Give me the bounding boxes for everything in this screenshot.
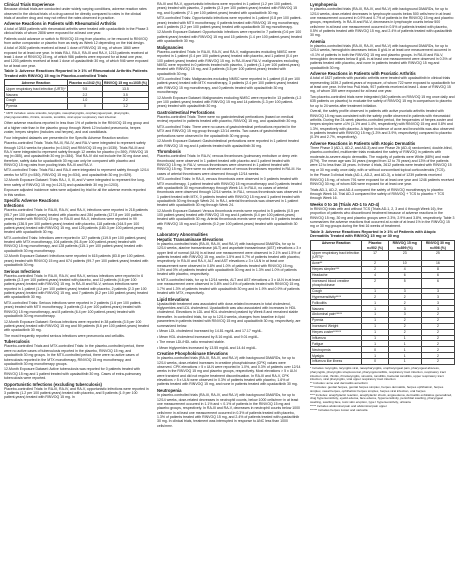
table-cell: 1: [388, 335, 421, 341]
table-cell: 1: [362, 312, 388, 318]
table-cell: 2.2: [67, 92, 102, 98]
table-cell: 1: [362, 335, 388, 341]
column-1: [4, 2, 149, 575]
paragraph: 12-Month Exposure Dataset: Venous thrombosis events were reported in 5 patients (0.5 per 100 patient-years) treated with RINVOQ 15 mg and 4 patients (0.4 per 100 patient-years) treated with upadacitinib 30 mg. Arterial thrombosis events were reported in 0 patients treated with RINVOQ 15 mg and 2 patients (0.2 per 100 patient-years) treated with upadacitinib 30 mg.: [157, 208, 302, 231]
table-cell: 1: [388, 347, 421, 353]
heading: Hepatic Transaminase Elevations: [157, 236, 224, 242]
table-cell: 1: [388, 341, 421, 347]
paragraph: In placebo-controlled trials (RA-III, RA-IV, and RA-V) with background DMARDs, for up to 12/14 weeks, dose-related decreases in neutrophil counts, below 1000 cells/mm³ in at least one measurement occurred in 1.1% and < 0.1% of patients in the RINVOQ 15 mg and placebo groups, respectively. In RA-III and RA-V, decreases in neutrophil counts below 1000 cells/mm³ in at least one measurement occurred in 0.3% of patients treated with placebo, 1.3% of patients treated with RINVOQ 15 mg, and 2.4% of patients treated with upadacitinib 30 mg. In clinical trials, treatment was interrupted in response to ANC less than 1000 cells/mm³.: [157, 393, 300, 428]
paragraph: MTX-controlled Trials: Malignancies excluding NMSC were reported in 1 patient (0.8 per 100 patient-years) treated with MTX monotherapy, 3 patients (2.4 per 100 patient-years) treated with RINVOQ 15 mg monotherapy, and 0 patients treated with upadacitinib 30 mg monotherapy.: [157, 77, 300, 95]
table-cell: Influenza: [311, 335, 362, 341]
column-3: [310, 2, 455, 575]
table-cell: 1: [362, 300, 388, 306]
table-header: RINVOQ 15 mg n=1035 (%): [104, 80, 147, 85]
paragraph: Placebo-controlled Trials: Trials RA-III, RA-IV, and RA-V were integrated to represent safety through 12/14 weeks for placebo (n=1042) and RINVOQ 15 mg (n=1035). Trials RA-III and RA-V were integrated to represent safety through 12 weeks for placebo (n=390), RINVOQ 15 mg (n=385), and upadacitinib 30 mg (n=384). Trial RA-IV did not include the 30 mg dose and, therefore, safety data for upadacitinib 30 mg can only be compared with placebo and RINVOQ 15 mg rates from pooling trials RA-III and RA-V.: [4, 141, 149, 167]
paragraph: MTX-controlled Trials: There were no cases of gastrointestinal perforations reported in the MTX and RINVOQ 15 mg group through 12/14 weeks. Two cases of gastrointestinal perforations were observed in the upadacitinib 30 mg group.: [157, 124, 297, 138]
table-cell: Acne**: [311, 260, 362, 266]
heading: Creatine Phosphokinase Elevations: [157, 351, 228, 357]
table-cell: Upper respiratory tract infection (URTI)*: [311, 250, 362, 260]
paragraph: 12-Month Exposure Dataset: Active tuberculosis was reported for 0 patients treated with RINVOQ 15 mg and 1 patient treated with upadacitinib 30 mg. Cases of extra-pulmonary tuberculosis were reported.: [4, 367, 142, 381]
paragraph: Four integrated datasets are presented in the Specific Adverse Reaction section:: [4, 135, 129, 140]
paragraph: In MTX-controlled trials, for up to 12/14 weeks, ALT and AST elevations ≥ 3 x ULN in at least one measurement were observed in 0.8% and 0.4% of patients treated with RINVOQ 15 mg, 1.7% and 1.3% of patients treated with upadacitinib 30 mg and in 1.9% and 0.9% of patients treated with MTX, respectively.: [157, 278, 301, 296]
table-cell: 2: [421, 329, 454, 335]
paragraph: Placebo-controlled Trials: In RA-IV, venous thromboses (pulmonary embolism or deep vein thrombosis) were observed in 1 patient treated with placebo and 1 patient treated with RINVOQ 15 mg. In RA-V, venous thromboses were observed in 1 patient treated with RINVOQ 15 mg. There were no observed cases of venous thromboses reported in RA-III. No cases of arterial thromboses were observed through 12/14 weeks.: [157, 154, 301, 176]
paragraph: Placebo-controlled Trials: There were no gastrointestinal perforations (based on medical review) reported in patients treated with placebo, RINVOQ 15 mg, and upadacitinib 30 mg.: [157, 115, 298, 124]
heading: Clinical Trials Experience: [4, 2, 55, 7]
table-cell: Pyrexia: [311, 317, 362, 323]
column-2: [157, 2, 302, 575]
table-3-body: [311, 250, 455, 364]
table-cell: Influenza like illness: [311, 359, 362, 365]
table-1-caption: Table 1: Adverse Reactions Reported in ≥ 1% of Rheumatoid Arthritis Patients Treated with RINVOQ 15 mg in Placebo-controlled Trials: [4, 68, 148, 78]
paragraph: Placebo-controlled Trials: In RA-III, RA-IV, and RA-V, malignancies excluding NMSC were reported in 1 patient (0.4 per 100 patient-years) treated with placebo, and 1 patient (0.4 per 100 patient-years) treated with RINVOQ 15 mg. In RA-III and RA-V, malignancies excluding NMSC were reported in 0 patients treated with placebo, 1 patient (1.1 per 100 patient-years) treated with RINVOQ 15 mg, and 3 patients (3.5 per 100 patient-years) treated with upadacitinib 30 mg.: [157, 49, 300, 76]
table-header: Placebo n=1042 (%): [69, 80, 101, 85]
paragraph: Placebo-controlled Trials: In RA-III, RA-IV, and RA-V, infections were reported in 218 patients (95.7 per 100 patient-years) treated with placebo and 284 patients (127.8 per 100 patient-years) treated with RINVOQ 15 mg. In RA-III and RA-V, infections were reported in 99 patients (136.5 per 100 patient-years) treated with placebo, 118 patients (164.5 per 100 patient-years) treated with RINVOQ 15 mg, and 126 patients (180.3 per 100 patient-years) treated with upadacitinib 30 mg.: [4, 208, 148, 235]
table-cell: 13.5: [102, 86, 148, 92]
heading: Anemia: [310, 38, 326, 44]
table-cell: Cough: [311, 288, 362, 294]
table-cell: Nausea: [311, 306, 362, 312]
table-cell: 3: [388, 312, 421, 318]
table-row: [5, 103, 149, 109]
paragraph: Upadacitinib treatment was associated with dose-related increases in total cholesterol, triglycerides and LDL cholesterol. Upadacitinib was also associated with increases in HDL cholesterol. Elevations in LDL and HDL cholesterol peaked by Week 8 and remained stable thereafter. In controlled trials, for up to 12/14 weeks, changes from baseline in lipid parameters in patients treated with RINVOQ 15 mg and upadacitinib 30 mg, respectively, are summarized below:: [157, 301, 301, 328]
paragraph: MTX-controlled Trials: In RA-II, venous thrombosis were observed in 0 patients treated with MTX monotherapy, 1 patient treated with RINVOQ 15 mg monotherapy and 0 patients treated with upadacitinib 30 mg monotherapy through Week 14. In RA-II, no cases of arterial thrombosis were observed through 12/14 weeks. In RA-I, venous thrombosis was observed in 1 patient treated with MTX, 0 patients treated with RINVOQ 15 mg and 1 patient treated with upadacitinib 30 mg through Week 24. In RA-I, arterial thrombosis was observed in 1 patient treated with upadacitinib 30 mg through Week 24.: [157, 177, 302, 208]
table-cell: Hypersensitivity****: [311, 294, 362, 300]
table-header: Adverse Reaction: [311, 241, 362, 251]
paragraph: Placebo-controlled Trials: In RA-III, RA-IV, and RA-V, opportunistic infections were reported in 3 patients (1.2 per 100 patient-years) treated with placebo, and 5 patients (1.9 per 100 patient-years) treated with RINVOQ 15 mg. In: [4, 386, 149, 400]
table-cell: Herpes zoster******: [311, 329, 362, 335]
heading: Tuberculosis: [4, 339, 30, 345]
table-cell: 1.0: [67, 98, 102, 104]
table-cell: Increased blood creatine phosphokinase: [311, 278, 362, 288]
table-cell: 6: [421, 272, 454, 278]
heading: Lymphopenia: [310, 2, 338, 7]
paragraph: In placebo-controlled trials (RA-III, RA-IV, and RA-V) with background DMARDs, for up to 12/14 weeks, hemoglobin decreases below 8 g/dL in at least one measurement occurred in <0.1% of patients in both the RINVOQ 15 mg and placebo groups. In RA-III and RA-V, hemoglobin decreases below 8 g/dL in at least one measurement were observed in 0.3% of patients treated with placebo, and none in patients treated with RINVOQ 15 mg and upadacitinib 30 mg.: [310, 44, 452, 70]
table-cell: Upper respiratory tract infection (URTI)*: [6, 86, 66, 91]
paragraph: A total of 2630 patients received at least 1 dose of RINVOQ 15 mg, of whom 1860 were exposed for at least one year. In trials RA-I, RA-II, RA-III and RA-V, 1213 patients received at least 1 dose of RINVOQ 15 mg, of which 986 patients were exposed for at least one year, and 1203 patients received at least 1 dose of upadacitinib 30 mg, of which 946 were exposed for at least one year.: [4, 46, 149, 68]
table-row: [311, 278, 455, 288]
paragraph: Placebo-controlled Trials: In RA-III, RA-IV, and RA-V, serious infections were reported in 6 patients (2.3 per 100 patient-years) treated with placebo, and 12 patients (4.6 per 100 patient-years) treated with RINVOQ 15 mg. In RA-III and RA-V, serious infections were reported in 1 patient (1.2 per 100 patient-years) treated with placebo, 2 patients (2.3 per 100 patient-years) treated with RINVOQ 15 mg, and 7 patients (8.2 per 100 patient-years) treated with upadacitinib 30 mg.: [4, 273, 148, 300]
table-cell: 4: [388, 266, 421, 272]
table-header: RINVOQ 15 mg n=899 (%): [388, 241, 421, 251]
paragraph: Two placebo-controlled trials were integrated (640 patients on RINVOQ 15 mg once daily and 635 patients on placebo) to evaluate the safety of RINVOQ 15 mg in comparison to placebo for up to 24 weeks after treatment initiation.: [310, 95, 455, 108]
paragraph: Trials AD-1, AD-2, and AD-4 compared the safety of RINVOQ monotherapy to placebo through Week 16. Trial AD-3 compared the safety of RINVOQ + TCS to placebo + TCS through Week 16.: [310, 187, 445, 201]
table-cell: Nausea: [5, 92, 68, 98]
table-cell: 10: [388, 260, 421, 266]
paragraph: A total of 3853 patients with rheumatoid arthritis were treated with upadacitinib in the Phase 3 clinical trials of whom 2806 were exposed for at least one year.: [4, 26, 149, 35]
table-cell: Cough: [5, 98, 68, 104]
heading: Adverse Reactions in Patients with Rheumatoid Arthritis: [4, 21, 117, 27]
paragraph: A total of 1827 patients with psoriatic arthritis were treated with upadacitinib in clinical trials representing 1639.2 patient-years of exposure, of whom 722 were exposed to upadacitinib for at least one year. In the two PsA trials, 907 patients received at least 1 dose of RINVOQ 15 mg, of whom 359 were exposed for at least one year.: [310, 76, 455, 94]
table-cell: 1: [362, 306, 388, 312]
table-cell: 1: [362, 353, 388, 359]
table-cell: 2.2: [102, 98, 148, 104]
paragraph: MTX-controlled Trials: Opportunistic infections were reported in 1 patient (0.8 per 100 patient-years) treated with MTX monotherapy, 0 patients treated with RINVOQ 15 mg monotherapy, and 4 patients (3.2 per 100 patient-years) treated with upadacitinib 30 mg monotherapy.: [157, 16, 302, 29]
paragraph: Three Phase 3 (AD-1, AD-2, and AD-3) and one Phase 2b (AD-4) randomized, double-blind, placebo-controlled, multicenter trials evaluated the safety of RINVOQ in patients with moderate-to-severe atopic dermatitis. The majority of patients were White (68%) and male (57%). The mean age was 34 years (ranged from 12 to 75 years) and 13% of the patients were 12 to less than 18 years. In these 4 trials, 2612 patients were treated with RINVOQ 15 mg or 30 mg orally once daily, with or without concomitant topical corticosteroids (TCS).: [310, 146, 453, 172]
table-cell: 2: [388, 294, 421, 300]
paragraph: In placebo-controlled trials (RA-III, RA-IV, and RA-V) with background DMARDs, for up to 12/14 weeks, dose-related decreases in lymphocyte counts below 500 cells/mm³ in at least one measurement occurred in 0.9% and 0.7% of patients in the RINVOQ 15 mg and placebo groups, respectively. In RA-III and RA-V, decreases in lymphocyte counts below 500 cells/mm³ in at least one measurement occurred in 0.5% of patients treated with placebo, 0.5% of patients treated with RINVOQ 15 mg, and 2.4% of patients treated with upadacitinib 30 mg.: [310, 7, 454, 38]
table-cell: Abdominal pain*****: [311, 312, 362, 318]
table-cell: 2: [421, 323, 454, 329]
table-cell: 1: [362, 323, 388, 329]
paragraph: 12-Month Exposure Dataset: Trials RA-I, II, III, and V were integrated to represent the long-term safety of RINVOQ 15 mg (n=1213) and upadacitinib 30 mg (n=1203).: [4, 178, 146, 187]
table-footnote: * Includes: laryngitis, laryngitis viral, nasopharyngitis, oropharyngeal pain, pharyngeal abscess, pharyngitis, pharyngitis streptococcal, pharyngotonsillitis, respiratory tract infection, respiratory tract infection viral, rhinitis, rhinolaryngitis, sinusitis, tonsillitis, bacterial tonsillitis, upper respiratory tract infection, viral pharyngitis, viral upper respiratory tract infection ** Includes: acne and dermatitis acneiform *** Includes: genital herpes, genital herpes simplex, herpes dermatitis, herpes ophthalmic, herpes simplex, nasal herpes, ophthalmic herpes simplex, herpes viral infection, oral herpes **** Includes: anaphylactic reaction, anaphylactic shock, angioedema, dermatitis exfoliative generalized, drug hypersensitivity, eyelid edema, face edema, hypersensitivity, periorbital swelling, pharyngeal swelling, swelling face, toxic skin eruption, type I hypersensitivity, urticaria ***** Includes abdominal pain and abdominal pain upper ****** Includes herpes zoster and varicella: [310, 365, 453, 412]
paragraph: 12-Month Exposure Dataset: Serious infections were reported in 38 patients (3.5 per 100 patient-years) treated with RINVOQ 15 mg and 59 patients (5.6 per 100 patient-years) treated with upadacitinib 30 mg.: [4, 319, 149, 333]
table-cell: 2: [421, 341, 454, 347]
table-cell: 5: [388, 278, 421, 288]
table-cell: 3: [421, 306, 454, 312]
table-cell: 2: [388, 317, 421, 323]
paragraph: Other adverse reactions reported in less than 1% of patients in the RINVOQ 15 mg group and at a higher rate than in the placebo group through Week 12 included pneumonia, herpes zoster, herpes simplex (includes oral herpes), and oral candidiasis.: [4, 121, 149, 135]
heading: Adverse Reactions in Patients with Atopic Dermatitis: [310, 140, 416, 146]
table-cell: 9.5: [67, 86, 102, 92]
paragraph: Exposure adjusted incidence rates were adjusted by trial for all the adverse events reported in this section.: [4, 188, 146, 197]
table-3: [310, 240, 455, 365]
heading: Malignancies: [157, 44, 184, 50]
table-cell: 1: [362, 341, 388, 347]
paragraph: 12-Month Exposure Dataset: Gastrointestinal perforations were reported in 1 patient treated with RINVOQ 15 mg and 4 patients treated with upadacitinib 30 mg.: [157, 139, 299, 148]
table-header: RINVOQ 30 mg n=906 (%): [421, 241, 454, 251]
paragraph: In the Phase 3 clinical trials (AD-1, AD-2, and AD-3), a total of 1239 patients received RINVOQ 15 mg, of whom 791 were exposed for at least one year and 1246 patients received RINVOQ 30 mg, of whom 826 were exposed for at least one year.: [310, 173, 455, 186]
paragraph: The most frequently reported serious infections were pneumonia and cellulitis.: [4, 333, 125, 338]
table-cell: 2: [421, 317, 454, 323]
table-cell: 2: [421, 335, 454, 341]
table-cell: 2: [362, 294, 388, 300]
table-cell: Folliculitis: [311, 300, 362, 306]
paragraph: 12-Month Exposure Dataset: Malignancies excluding NMSC were reported in 13 patients (1.2 per 100 patient-years) treated with RINVOQ 15 mg and 14 patients (1.3 per 100 patient-years) treated with upadacitinib 30 mg.: [157, 95, 302, 109]
paragraph: In placebo-controlled trials (RA-III, RA-IV, and RA-V) with background DMARDs, for up to 12/14 weeks, dose-related increases in creatine phosphokinase (CPK) values were observed. CPK elevations > 5 x ULN were reported in 1.0%, and 0.3% of patients over 12/14 weeks in the RINVOQ 15 mg and placebo groups, respectively. Most elevations > 5 x ULN were transient and did not require treatment discontinuation. In RA-III and RA-V, CPK elevations > 5 x ULN were observed in 0.3% of patients treated with placebo, 1.6% of patients treated with RINVOQ 15 mg, and none in patients treated with upadacitinib 30 mg.: [157, 356, 301, 387]
table-cell: 3: [388, 288, 421, 294]
table-cell: 0: [67, 103, 102, 109]
table-3-caption: Table 3: Adverse Reactions Reported in ≥ 1% of Patients with Atopic Dermatitis Treated with RINVOQ 15 mg or 30 mg: [310, 228, 436, 239]
heading: Opportunistic Infections (excluding tuberculosis): [4, 381, 102, 387]
heading: Thrombosis: [157, 149, 181, 155]
paragraph: In RINVOQ trials with and without TCS (Trials AD-1, 2, 3 and 4 through Week 16), the proportion of patients who discontinued treatment because of adverse reactions in the RINVOQ 15 mg, 30 mg and placebo groups were 2.3%, 2.9% and 3.8%, respectively. Table 3 summarizes the adverse reactions that occurred at a rate of at least 1% in the RINVOQ 15 mg or 30 mg groups during the first 16 weeks of treatment.: [310, 206, 455, 229]
table-cell: Fatigue: [311, 341, 362, 347]
paragraph: MTX-controlled Trials: Trials RA-I and RA-II were integrated to represent safety through 12/14 weeks for MTX (n=530), RINVOQ 15 mg (n=534), and upadacitinib 30 mg (n=529).: [4, 168, 149, 177]
table-cell: 16: [421, 260, 454, 266]
table-cell: Myalgia: [311, 353, 362, 359]
table-cell: 2: [388, 329, 421, 335]
paragraph: Because clinical trials are conducted under widely varying conditions, adverse reaction rates observed in the clinical trials of a drug cannot be directly compared to rates in the clinical trials of another drug and may not reflect the rates observed in practice.: [4, 7, 147, 20]
table-cell: 23: [388, 250, 421, 260]
table-cell: 25: [421, 250, 454, 260]
table-cell: 3: [421, 300, 454, 306]
table-header: Placebo n=902 (%): [362, 241, 388, 251]
table-cell: Pyrexia: [5, 103, 68, 109]
table-cell: 1: [388, 353, 421, 359]
table-cell: 3: [421, 288, 454, 294]
bullet-item: • Mean triglycerides increased by 13.55 mg/dL and 14.44 mg/dL.: [157, 345, 257, 350]
table-cell: 2: [388, 300, 421, 306]
table-cell: Headache: [311, 272, 362, 278]
table-cell: 6: [388, 272, 421, 278]
table-header: Adverse Reaction: [5, 80, 68, 86]
table-cell: Neutropenia: [311, 347, 362, 353]
bullet-item: • The mean LDL/HDL ratio remained stable.: [157, 340, 225, 345]
heading: Laboratory Abnormalities: [157, 231, 208, 237]
paragraph: RA-III and RA-V, opportunistic infections were reported in 1 patient (1.2 per 100 patient-years) treated with placebo, 2 patients (2.3 per 100 patient-years) treated with RINVOQ 15 mg, and 6 patients (7.1 per 100 patient-years) treated with upadacitinib 30 mg.: [157, 2, 298, 15]
paragraph: MTX-controlled Trials: Infections were reported in 127 patients (119.5 per 100 patient-years) treated with MTX monotherapy, 104 patients (91.8 per 100 patient-years) treated with RINVOQ 15 mg monotherapy, and 128 patients (115.1 per 100 patient-years) treated with upadacitinib 30 mg monotherapy.: [4, 235, 147, 253]
bullet-item: • Mean LDL cholesterol increased by 14.81 mg/dL and 17.17 mg/dL.: [157, 329, 263, 334]
table-cell: 2: [421, 347, 454, 353]
table-cell: 2: [362, 260, 388, 266]
table-row: [311, 359, 455, 365]
paragraph: In placebo-controlled trials (RA-III, RA-IV, and RA-V) with background DMARDs, for up to 12/14 weeks, alanine transaminase (ALT) and aspartate transaminase (AST) elevations ≥ 3 x upper limit of normal (ULN) in at least one measurement were observed in 2.1% and 1.5% of patients treated with RINVOQ 15 mg, and in 1.5% and 0.7% of patients treated with placebo, respectively. In RA-III and RA-V, ALT and AST elevations ≥ 3 x ULN in at least one measurement were observed in 0.8% and 1.0% of patients treated with RINVOQ 15 mg, 1.0% and 0% of patients treated with upadacitinib 30 mg and in 1.3% and 1.0% of patients treated with placebo, respectively.: [157, 242, 302, 277]
table-cell: 1: [388, 359, 421, 365]
heading: Weeks 0 to 16 (Trials AD-1 to AD-4): [310, 201, 380, 207]
table-1: [4, 79, 149, 109]
table-cell: 2: [421, 353, 454, 359]
table-cell: 0: [362, 359, 388, 365]
table-cell: 1: [362, 329, 388, 335]
table-cell: 1.2: [102, 103, 148, 109]
table-cell: Herpes simplex***: [311, 266, 362, 272]
table-row: [311, 250, 455, 260]
table-cell: 2: [362, 278, 388, 288]
bullet-item: • Mean HDL cholesterol increased by 8.16 mg/dL and 9.01 mg/dL.: [157, 334, 260, 339]
table-cell: 2: [421, 312, 454, 318]
heading: Neutropenia: [157, 387, 182, 393]
heading: Specific Adverse Reactions: [4, 198, 59, 204]
heading: Serious Infections: [4, 268, 41, 274]
table-cell: 3: [388, 306, 421, 312]
table-cell: 8: [421, 266, 454, 272]
paragraph: 12-Month Exposure Dataset: Opportunistic infections were reported in 7 patients (0.6 per 100 patient-years) treated with RINVOQ 15 mg and 15 patients (1.4 per 100 patient-years) treated with upadacitinib 30 mg.: [157, 30, 302, 44]
table-cell: 2: [362, 266, 388, 272]
table-cell: 1: [362, 317, 388, 323]
table-cell: 2: [388, 323, 421, 329]
paragraph: MTX-controlled Trials: Serious infections were reported in 2 patients (1.6 per 100 patient-years) treated with MTX monotherapy, 3 patients (2.4 per 100 patient-years) treated with RINVOQ 15 mg monotherapy, and 8 patients (6.4 per 100 patient-years) treated with upadacitinib 30 mg monotherapy.: [4, 300, 142, 318]
table-cell: 3: [421, 294, 454, 300]
table-cell: 1: [362, 288, 388, 294]
table-cell: Increased Weight: [311, 323, 362, 329]
heading: Lipid Elevations: [157, 296, 190, 302]
table-cell: 4: [362, 272, 388, 278]
heading: Gastrointestinal Perforations: [157, 109, 215, 115]
label-page: [4, 2, 456, 575]
table-cell: 2: [421, 359, 454, 365]
paragraph: Overall, the safety profile observed in patients with active psoriatic arthritis treated with RINVOQ 15 mg was consistent with the safety profile observed in patients with rheumatoid arthritis. During the 24-week placebo-controlled period, the frequencies of herpes zoster and herpes simplex were ≥1% (1.1% and 1.4%, respectively) with RINVOQ 15 mg and 0.8% and 1.3%, respectively with placebo. A higher incidence of acne and bronchitis was also observed in patients treated with RINVOQ 15 mg (1.3% and 3.9%, respectively) compared to placebo (0.3% and 2.7%, respectively).: [310, 109, 455, 140]
table-cell: 17: [362, 250, 388, 260]
table-footnote: * URTI includes: acute sinusitis, laryngitis, nasopharyngitis, oropharyngeal pain, pharyngitis, pharyngotonsillitis, rhinitis, sinusitis, tonsillitis, viral upper respiratory tract infection: [4, 110, 130, 119]
heading: Adverse Reactions in Patients with Psoriatic Arthritis: [310, 71, 416, 77]
heading: Infections: [4, 203, 24, 209]
paragraph: Placebo-controlled Trials and MTX-controlled Trials: In the placebo-controlled period, there were no active cases of tuberculosis reported in the placebo, RINVOQ 15 mg, and upadacitinib 30 mg groups. In the MTX-controlled period, there were no active cases of tuberculosis reported in the MTX monotherapy, RINVOQ 15 mg monotherapy, and upadacitinib 30 mg monotherapy groups.: [4, 344, 145, 366]
table-cell: 6: [421, 278, 454, 288]
paragraph: 12-Month Exposure Dataset: Infections were reported in 615 patients (83.8 per 100 patient-years) treated with RINVOQ 15 mg and 674 patients (99.7 per 100 patient-years) treated with upadacitinib 30 mg.: [4, 254, 149, 267]
paragraph: Patients could advance or switch to RINVOQ 15 mg from placebo, or be rescued to RINVOQ from active comparator or placebo from as early as Week 12 depending on the trial design.: [4, 36, 148, 45]
table-cell: 0: [362, 347, 388, 353]
table-cell: 3.5: [102, 92, 148, 98]
